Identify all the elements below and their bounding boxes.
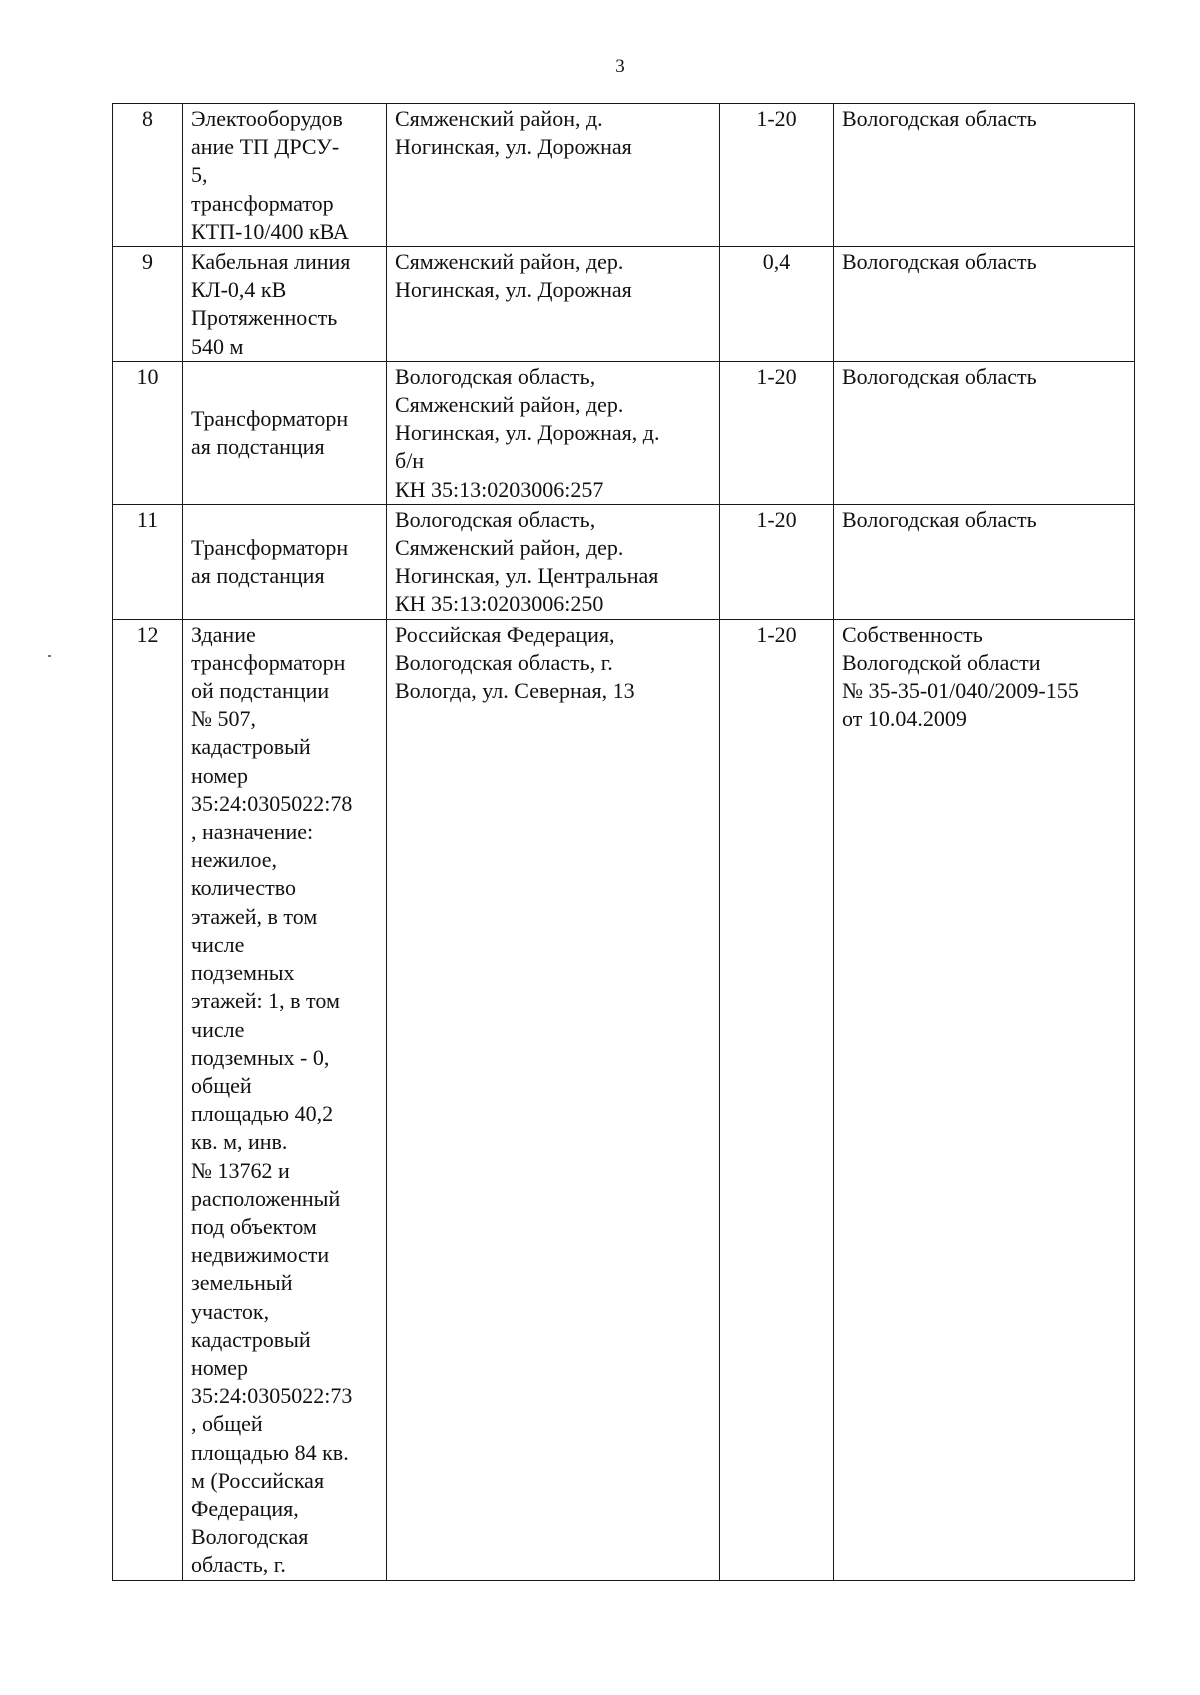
- table-row: [113, 361, 1135, 504]
- object-owner: Вологодская область: [834, 361, 1135, 504]
- page-number: 3: [615, 56, 625, 77]
- object-name: Электооборудов ание ТП ДРСУ- 5, трансформатор КТП-10/400 кВА: [183, 104, 387, 247]
- object-value: 1-20: [720, 504, 834, 619]
- table-row: [113, 619, 1135, 1580]
- object-value: 1-20: [720, 619, 834, 1580]
- table-row: [113, 104, 1135, 247]
- table-row: [113, 504, 1135, 619]
- object-address: Вологодская область, Сямженский район, дер. Ногинская, ул. Дорожная, д. б/н КН 35:13:0203006:257: [387, 361, 720, 504]
- object-address: Российская Федерация, Вологодская область, г. Вологда, ул. Северная, 13: [387, 619, 720, 1580]
- object-name: Трансформаторн ая подстанция: [183, 504, 387, 619]
- object-address: Вологодская область, Сямженский район, дер. Ногинская, ул. Центральная КН 35:13:0203006:250: [387, 504, 720, 619]
- object-name: Кабельная линия КЛ-0,4 кВ Протяженность 540 м: [183, 247, 387, 362]
- object-address: Сямженский район, дер. Ногинская, ул. Дорожная: [387, 247, 720, 362]
- table-row: [113, 247, 1135, 362]
- object-name: Трансформаторн ая подстанция: [183, 361, 387, 504]
- row-number: 10: [113, 361, 183, 504]
- row-number: 11: [113, 504, 183, 619]
- row-number: 9: [113, 247, 183, 362]
- row-number: 12: [113, 619, 183, 1580]
- object-value: 0,4: [720, 247, 834, 362]
- object-address: Сямженский район, д. Ногинская, ул. Дорожная: [387, 104, 720, 247]
- scan-speck: [48, 655, 51, 657]
- object-value: 1-20: [720, 361, 834, 504]
- object-owner: Собственность Вологодской области № 35-35-01/040/2009-155 от 10.04.2009: [834, 619, 1135, 1580]
- object-owner: Вологодская область: [834, 504, 1135, 619]
- property-table: [112, 103, 1135, 1581]
- row-number: 8: [113, 104, 183, 247]
- object-owner: Вологодская область: [834, 247, 1135, 362]
- object-value: 1-20: [720, 104, 834, 247]
- object-owner: Вологодская область: [834, 104, 1135, 247]
- object-name: Здание трансформаторн ой подстанции № 507, кадастровый номер 35:24:0305022:78 , назначение: нежилое, количество этажей, в том числе подземных этажей: 1, в том числе подземных - 0, общей площадью 40,2 кв. м, инв. № 13762 и расположенный под объектом недвижимости земельный участок, кадастровый номер 35:24:0305022:73 , общей площадью 84 кв. м (Российская Федерация, Вологодская область, г.: [183, 619, 387, 1580]
